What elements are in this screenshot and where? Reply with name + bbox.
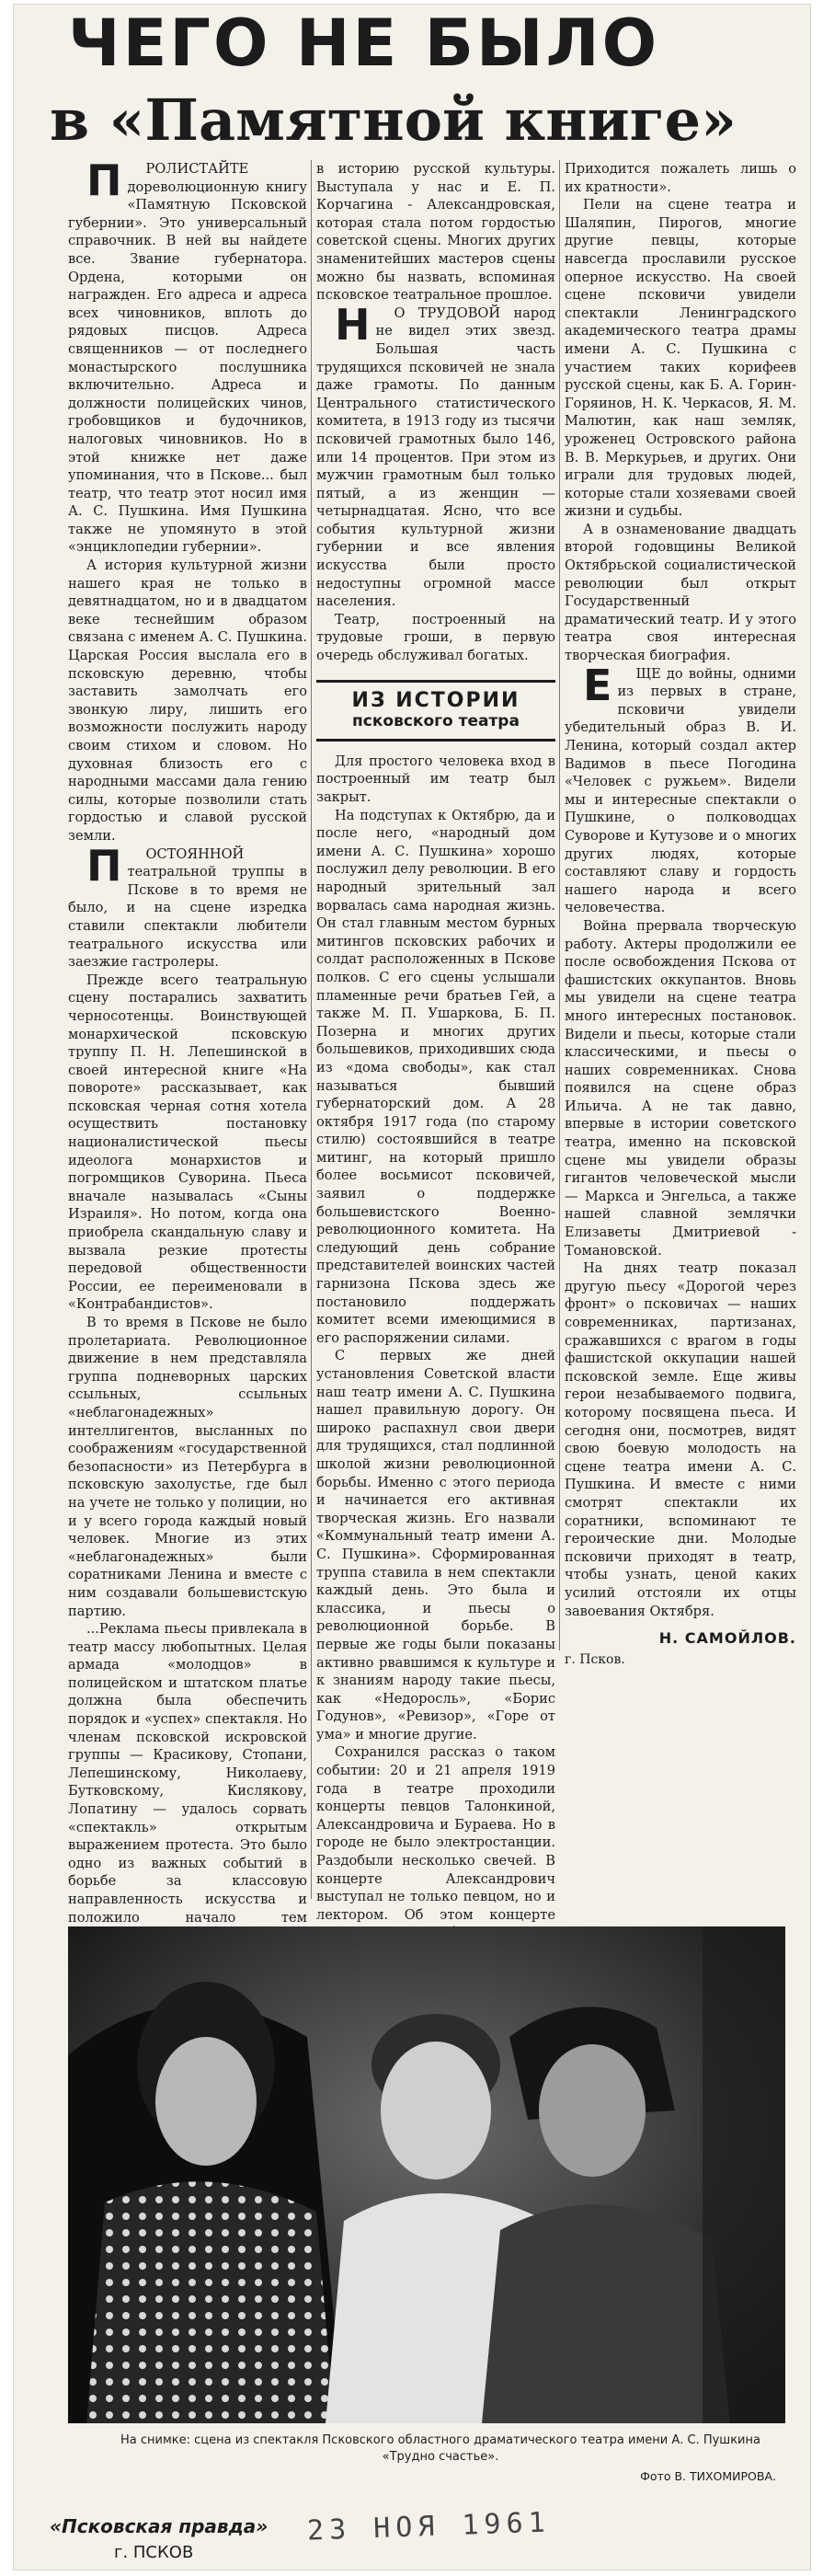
article-paragraph: А история культурной жизни нашего края не только в девятнадцатом, но и в двадцатом веке теснейшим образом связана с именем А. С. Пушкина. Царская Россия выслала его в псковскую деревню, чтобы заставить замолчать его звонкую лиру, лишить его возможности послужить народу своим стихом и словом. Но духовная близость его с народными массами дала гению силы, которые позволили стать гордостью и славой русской земли. <box>68 558 307 844</box>
article-paragraph: В то время в Пскове не было пролетариата. Революционное движение в нем представляла группа подневорных царских ссыльных, ссыльных «неблагонадежных» интеллигентов, высланных по соображениям «государственной безопасности» из Петербурга в псковскую захолустье, где был на учете не только у полиции, но и у всего города каждый новый человек. Многие из этих «неблагонадежных» были соратниками Ленина и вместе с ним создавали большевистскую партию. <box>68 1315 307 1619</box>
headline-line-1: ЧЕГО НЕ БЫЛО <box>68 6 660 81</box>
headline-line-2: в «Памятной книге» <box>50 86 737 154</box>
article-paragraph: Пели на сцене театра и Шаляпин, Пирогов, многие другие певцы, которые навсегда прославили русское оперное искусство. На своей сцене псковичи увидели спектакли Ленинградского академического театра драмы имени А. С. Пушкина с участием таких корифеев русской сцены, как Б. А. Горин-Горяинов, Н. К. Черкасов, Я. М. Малютин, как наш земляк, уроженец Островского района В. В. Меркурьев, и других. Они играли для трудовых людей, которые стали хозяевами своей жизни и судьбы. <box>565 197 796 520</box>
column-divider <box>559 160 560 1650</box>
theatre-scene-photo <box>68 1926 785 2423</box>
article-column-1 <box>68 155 307 2125</box>
photo-illustration <box>68 1926 785 2423</box>
article-paragraph: ...Реклама пьесы привлекала в театр массу любопытных. Целая армада «молодцов» в полицейском и штатском платье должна была обеспечить порядок и «успех» спектакля. Но членам псковской искровской группы — Красикову, Стопани, Лепешинскому, Николаеву, Бутковскому, Кислякову, Лопатину — удалось сорвать «спектакль» открытым выражением протеста. Это было одно из важных событий в борьбе за классовую направленность искусства и положило начало тем <box>68 1621 307 1926</box>
author-signature: Н. САМОЙЛОВ. <box>658 1629 796 1648</box>
article-paragraph: НО ТРУДОВОЙ народ не видел этих звезд. Большая часть трудящихся псковичей не знала даже грамоты. По данным Центрального статистического комитета, в 1913 году из тысячи псковичей грамотных было 146, или 14 процентов. При этом из мужчин грамотным был только пятый, а из женщин — четырнадцатая. Ясно, что все события культурной жизни губернии и все явления искусства были просто недоступны огромной массе населения. <box>316 299 555 610</box>
subheading-line-2: псковского театра <box>352 712 520 731</box>
subheading-line-1: ИЗ ИСТОРИИ <box>351 688 520 712</box>
article-headline <box>50 6 785 154</box>
article-paragraph: ПОСТОЯННОЙ театральной труппы в Пскове в то время не было, и на сцене изредка ставили спектакли любители театрального искусства или заезжие гастролеры. <box>68 840 307 971</box>
article-paragraph: ЕЩЕ до войны, одними из первых в стране, псковичи увидели убедительный образ В. И. Ленина, который создал актер Вадимов в пьесе Погодина «Человек с ружьем». Видели мы и интересные спектакли о Пушкине, о полководцах Суворове и Кутузове и о многих других людях, которые составляют славу и гордость нашего народа и всего человечества. <box>565 660 796 916</box>
article-paragraph: в историю русской культуры. Выступала у нас и Е. П. Корчагина - Александровская, которая стала потом гордостью советской сцены. Многих других знаменитейших мастеров сцены можно бы назвать, вспоминая псковское театральное прошлое. <box>316 161 555 304</box>
article-paragraph: На подступах к Октябрю, да и после него, «народный дом имени А. С. Пушкина» хорошо послужил делу революции. В его народный зрительный зал ворвалась сама народная жизнь. Он стал главным местом бурных митингов псковских рабочих и солдат расположенных в Пскове полков. С его сцены услышали пламенные речи братьев Гей, а также М. П. Ушаркова, Б. П. Позерна и многих других большевиков, приходивших сюда из «дома свободы», как стал называться бывший губернаторский дом. А 28 октября 1917 года (по старому стилю) состоявшийся в театре митинг, на который пришло более восьмисот псковичей, заявил о поддержке большевистского Военно-революционного комитета. На следующий день собрание представителей воинских частей гарнизона Пскова здесь же постановило поддержать комитет всеми имеющимися в его распоряжении силами. <box>316 807 555 1346</box>
newspaper-city: г. ПСКОВ <box>114 2543 194 2562</box>
article-column-3 <box>565 160 796 1669</box>
newspaper-source: «Псковская правда» <box>50 2515 269 2537</box>
article-paragraph: Война прервала творческую работу. Актеры продолжили ее после освобождения Пскова от фашистских оккупантов. Вновь мы увидели на сцене театра много интересных постановок. Видели и пьесы, которые стали классическими, и пьесы о наших современниках. Снова появился на сцене образ Ильича. А не так давно, впервые в истории советского театра, именно на псковской сцене мы увидели образы гигантов человеческой мысли — Маркса и Энгельса, а также нашей славной землячки Елизаветы Дмитриевой - Томановской. <box>565 917 796 1259</box>
newspaper-clipping <box>13 4 811 2570</box>
photo-credit: Фото В. ТИХОМИРОВА. <box>640 2469 776 2483</box>
article-paragraph: Для простого человека вход в построенный им театр был закрыт. <box>316 753 555 805</box>
column-divider <box>311 160 312 1899</box>
article-paragraph: Сохранился рассказ о таком событии: 20 и 21 апреля 1919 года в театре проходили концерты певцов Талонкиной, Александровича и Бураева. Но в городе не было электростанции. Раздобыли несколько свечей. В концерте Александрович выступал не только певцом, но и лектором. Об этом концерте <box>316 1744 555 1923</box>
article-paragraph: С первых же дней установления Советской власти наш театр имени А. С. Пушкина нашел правильную дорогу. Он широко распахнул свои двери для трудящихся, стал подлинной школой жизни революционной борьбы. Именно с этого периода и начинается его активная творческая жизнь. Его назвали «Коммунальный театр имени А. С. Пушкина». Сформированная труппа ставила в нем спектакли каждый день. Это была и классика, и пьесы о революционной борьбе. В первые же годы были показаны активно рвавшимся к культуре и к знаниям народу такие пьесы, как «Недоросль», «Борис Годунов», «Ревизор», «Горе от ума» и многие другие. <box>316 1348 555 1742</box>
article-paragraph: А в ознаменование двадцать второй годовщины Великой Октябрьской социалистической революции был открыт Государственный драматический театр. И у этого театра своя интересная творческая биография. <box>565 521 796 664</box>
article-column-2 <box>316 160 555 2032</box>
date-stamp: 23 НОЯ 1961 <box>306 2506 552 2547</box>
article-paragraph: Прежде всего театральную сцену постарались захватить черносотенцы. Воинствующей монархической псковскую труппу П. Н. Лепешинской в своей интересной книге «На повороте» рассказывает, как псковская черная сотня хотела осуществить постановку националистической пьесы идеолога монархистов и погромщиков Суворина. Пьеса вначале называлась «Сыны Израиля». Но потом, когда она приобрела скандальную славу и вызвала резкие протесты передовой общественности России, ее переименовали в «Контрабандистов». <box>68 972 307 1313</box>
article-paragraph: Театр, построенный на трудовые гроши, в первую очередь обслуживал богатых. <box>316 611 555 664</box>
article-paragraph: ПРОЛИСТАЙТЕ дореволюционную книгу «Памятную Псковской губернии». Это универсальный справочник. В ней вы найдете все. Звание губернатора. Ордена, которыми он награжден. Его адреса и адреса всех чиновников, вплоть до рядовых писцов. Адреса священников — от последнего монастырского послушника включительно. Адреса и должности полицейских чинов, гробовщиков и будочников, налоговых чиновников. Но в этой книжке нет даже упоминания, что в Пскове... был театр, что театр этот носил имя А. С. Пушкина. Имя Пушкина также не упомянуто в этой «энциклопедии губернии». <box>68 155 307 556</box>
article-paragraph: На днях театр показал другую пьесу «Дорогой через фронт» о псковичах — наших современниках, партизанах, сражавшихся с врагом в годы фашистской оккупации нашей псковской земле. Еще живы герои незабываемого подвига, которому посвящена пьеса. И сегодня они, посмотрев, видят свою боевую молодость на сцене театра имени А. С. Пушкина. И вместе с ними смотрят спектакли их соратники, вспоминают те героические дни. Молодые псковичи приходят в театр, чтобы узнать, ценой каких усилий отстояли их отцы завоевания Октября. <box>565 1260 796 1619</box>
photo-caption: На снимке: сцена из спектакля Псковского областного драматического театра имени А. С. Пушкина «Трудно счастье». <box>120 2433 760 2464</box>
section-subheading <box>316 680 555 742</box>
author-city: г. Псков. <box>565 1651 625 1667</box>
article-paragraph: Приходится пожалеть лишь о их кратности». <box>565 161 796 195</box>
